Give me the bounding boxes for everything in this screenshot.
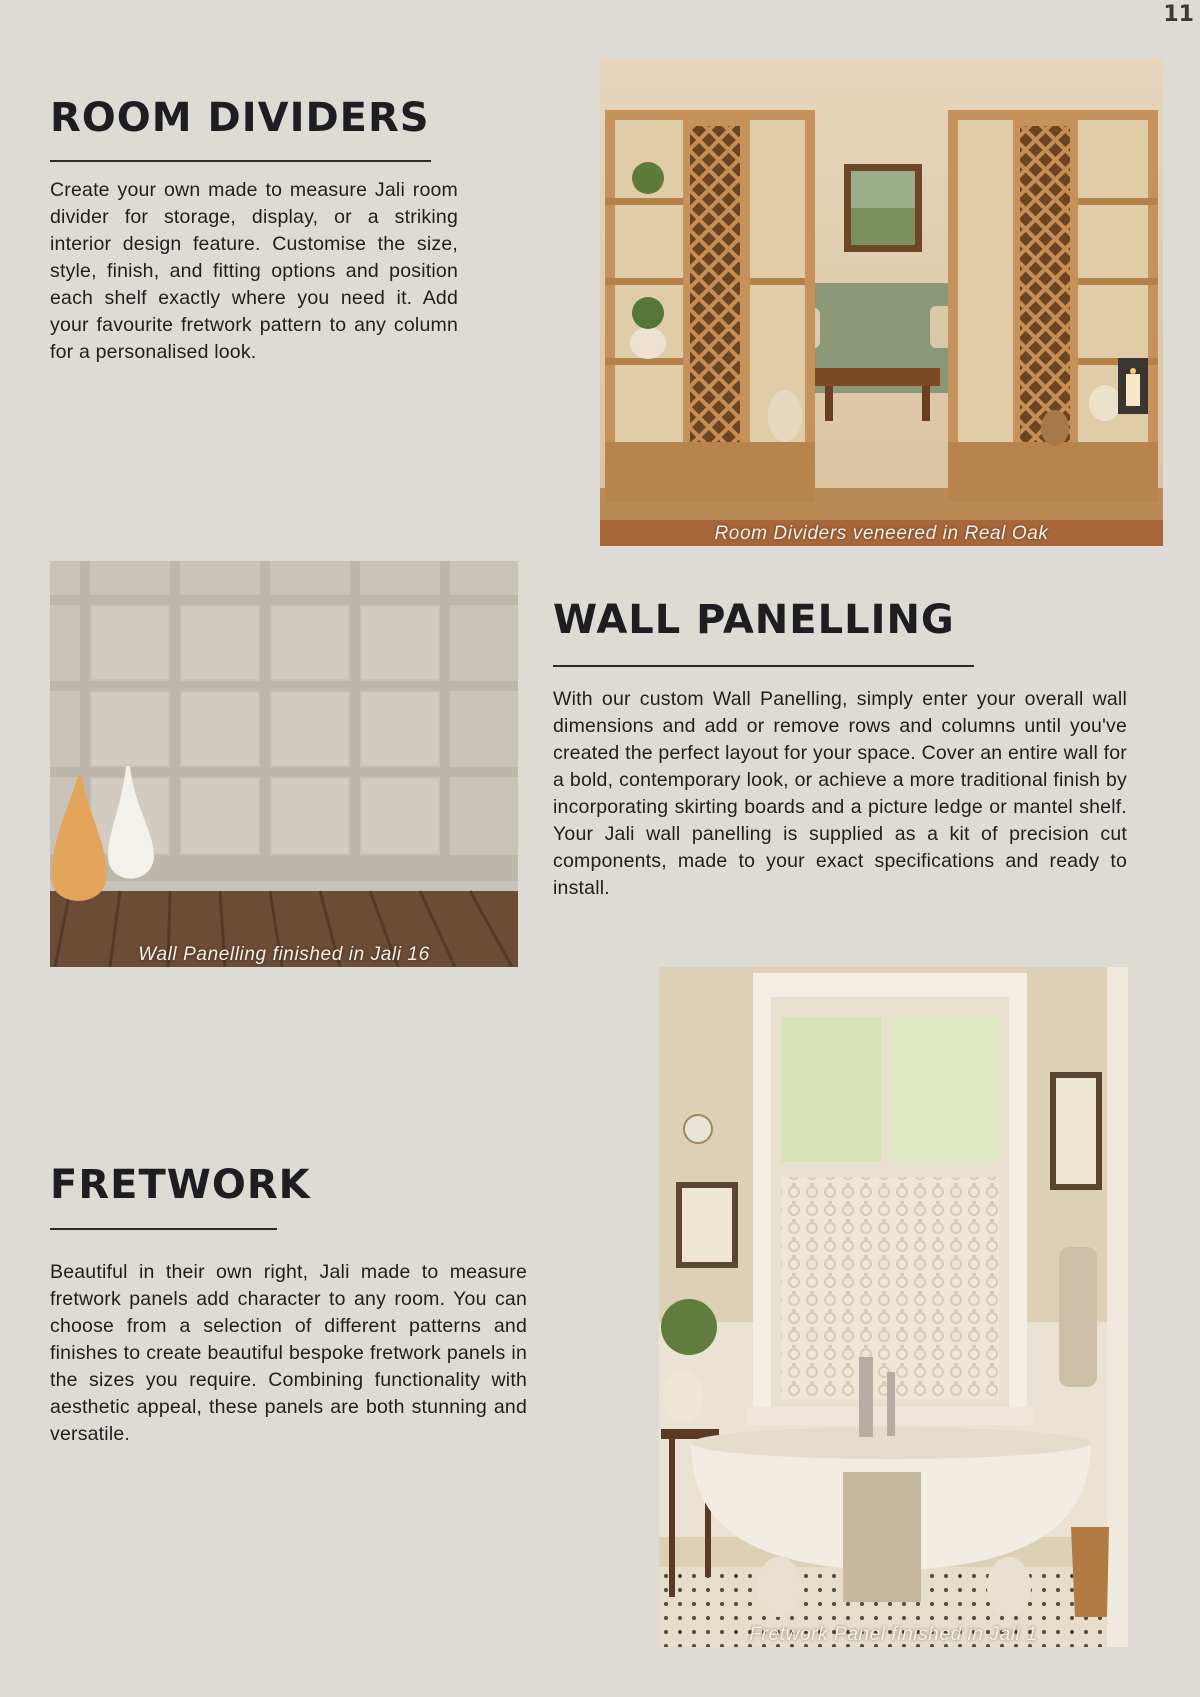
room-dividers-title: ROOM DIVIDERS: [50, 95, 430, 141]
fretwork-caption: Fretwork Panel finished in Jali 1: [749, 1624, 1038, 1645]
fretwork-title: FRETWORK: [50, 1162, 311, 1208]
wall-panelling-underline: [553, 665, 974, 667]
page-number: 11: [1163, 2, 1194, 27]
wall-panelling-title: WALL PANELLING: [553, 597, 955, 643]
wall-panelling-text: With our custom Wall Panelling, simply enter your overall wall dimensions and add or remove rows and columns until you've created the perfect layout for your space. Cover an entire wall for a bold, contemporary look, or achieve a more traditional finish by incorporating skirting boards and a picture ledge or mantel shelf. Your Jali wall panelling is supplied as a kit of precision cut components, made to your exact specifications and ready to install.: [553, 688, 1127, 899]
room-dividers-photo: [600, 58, 1163, 546]
room-dividers-text: Create your own made to measure Jali room divider for storage, display, or a striking interior design feature. Customise the size, style, finish, and fitting options and position each shelf exactly where you need it. Add your favourite fretwork pattern to any column for a personalised look.: [50, 179, 458, 363]
fretwork-photo: [659, 967, 1128, 1647]
room-dividers-caption: Room Dividers veneered in Real Oak: [714, 523, 1049, 544]
fretwork-underline: [50, 1228, 277, 1230]
room-dividers-underline: [50, 160, 431, 162]
wall-panelling-photo: [50, 561, 518, 967]
wall-panelling-caption: Wall Panelling finished in Jali 16: [138, 944, 430, 965]
fretwork-text: Beautiful in their own right, Jali made to measure fretwork panels add character to any room. You can choose from a selection of different patterns and finishes to create beautiful bespoke fretwork panels in the sizes you require. Combining functionality with aesthetic appeal, these panels are both stunning and versatile.: [50, 1261, 527, 1445]
